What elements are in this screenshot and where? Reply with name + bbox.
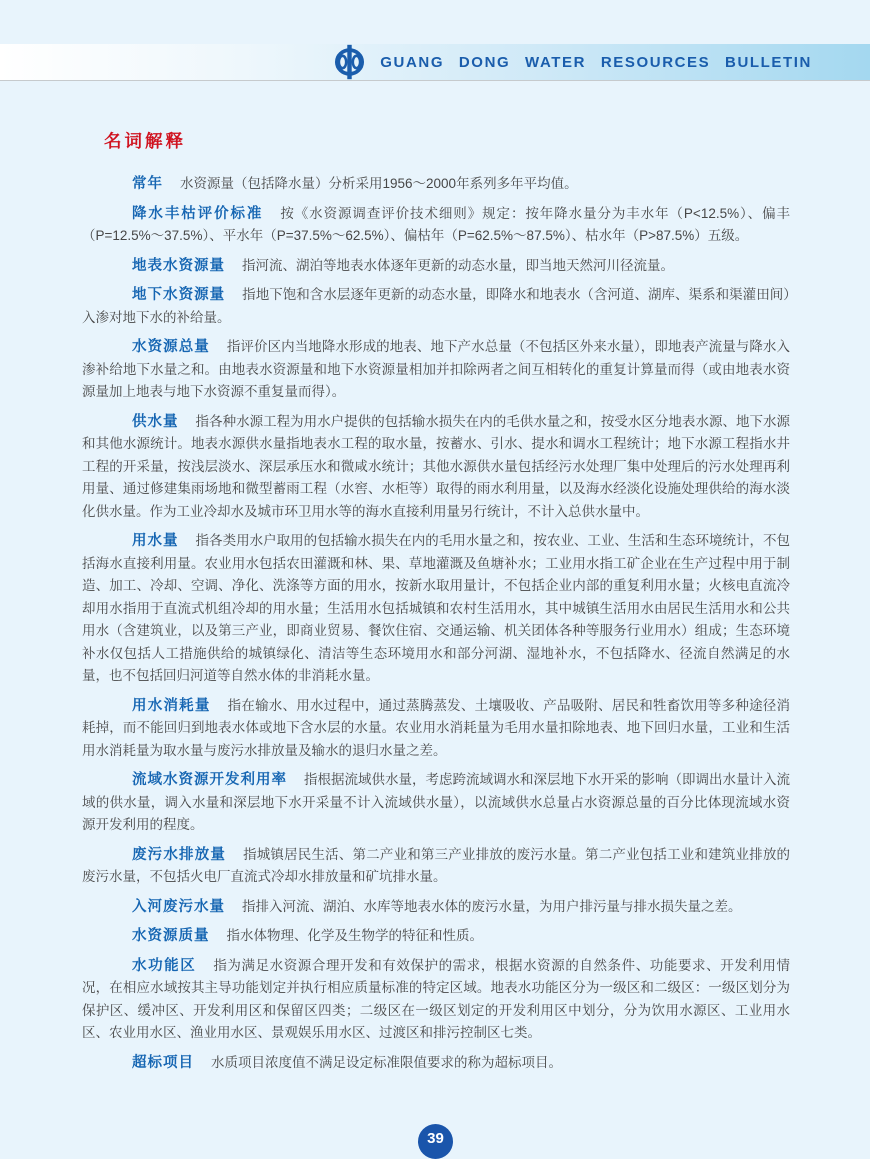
glossary-entry — [82, 925, 790, 948]
glossary-term: 地下水资源量 — [132, 287, 226, 303]
glossary-definition: 指水体物理、化学及生物学的特征和性质。 — [226, 928, 483, 943]
glossary-entry — [82, 896, 790, 919]
glossary-term: 用水量 — [132, 533, 179, 549]
glossary-term: 供水量 — [132, 413, 179, 430]
glossary-definition: 指在输水、用水过程中，通过蒸腾蒸发、土壤吸收、产品吸附、居民和牲畜饮用等多种途径消耗掉，而不能回归到地表水体或地下含水层的水量。农业用水消耗量为毛用水量扣除地表、地下回归水量，工业和生活用水消耗量为取水量与废污水排放量及输水的退归水量之差。 — [82, 697, 791, 758]
bulletin-title: GUANG DONG WATER RESOURCES BULLETIN — [380, 53, 812, 71]
glossary-term: 降水丰枯评价标准 — [132, 205, 264, 222]
glossary-entry — [82, 336, 790, 404]
section-heading: 名词解释 — [104, 131, 186, 151]
glossary-entry — [82, 411, 790, 524]
glossary-entry — [82, 955, 790, 1045]
glossary-definition: 指排入河流、湖泊、水库等地表水体的废污水量，为用户排污量与排水损失量之差。 — [242, 898, 742, 914]
glossary-definition: 指各类用水户取用的包括输水损失在内的毛用水量之和，按农业、工业、生活和生态环境统计，不包括海水直接利用量。农业用水包括农田灌溉和林、果、草地灌溉及鱼塘补水；工业用水指工矿企业在生产过程中用于制造、加工、冷却、空调、净化、洗涤等方面的用水，按新水取用量计，不包括企业内部的重复利用水量；火核电直流冷却用水指用于直流式机组冷却的用水量；生活用水包括城镇和农村生活用水，其中城镇生活用水由居民生活用水和公共用水（含建筑业，以及第三产业，即商业贸易、餐饮住宿、交通运输、机关团体各种等服务行业用水）组成；生态环境补水仅包括人工措施供给的城镇绿化、清洁等生态环境用水和部分河湖、湿地补水，不包括降水、径流自然满足的水量，也不包括回归河道等自然水体的非消耗水量。 — [82, 533, 791, 683]
glossary-term: 常年 — [132, 176, 163, 192]
glossary-entry — [82, 173, 790, 196]
glossary-definition: 指地下饱和含水层逐年更新的动态水量，即降水和地表水（含河道、湖库、渠系和渠灌田间）入渗对地下水的补给量。 — [82, 287, 791, 325]
glossary-entry — [82, 255, 790, 278]
glossary-definition: 水质项目浓度值不满足设定标准限值要求的称为超标项目。 — [211, 1054, 562, 1070]
glossary-definition: 指根据流域供水量，考虑跨流域调水和深层地下水开采的影响（即调出水量计入流域的供水量，调入水量和深层地下水开采量不计入流域供水量），以流域供水总量占水资源总量的百分比体现流域水资源开发利用的程度。 — [82, 772, 790, 832]
glossary-entry — [82, 284, 790, 329]
glossary-definition: 水资源量（包括降水量）分析采用1956～2000年系列多年平均值。 — [180, 176, 578, 191]
page-number: 39 — [427, 1130, 444, 1147]
glossary-term: 入河废污水量 — [132, 898, 225, 915]
header-band — [0, 44, 870, 81]
glossary-entry — [82, 844, 790, 889]
glossary-term: 水资源总量 — [132, 339, 210, 355]
glossary-term: 流域水资源开发利用率 — [132, 772, 287, 788]
page-number-badge — [418, 1124, 453, 1159]
glossary-definition: 指河流、湖泊等地表水体逐年更新的动态水量，即当地天然河川径流量。 — [242, 257, 674, 273]
glossary-entry — [82, 1052, 790, 1075]
glossary-definition: 指为满足水资源合理开发和有效保护的需求，根据水资源的自然条件、功能要求、开发利用情况，在相应水域按其主导功能划定并执行相应质量标准的特定区域。地表水功能区分为一级区和二级区：一级区划分为保护区、缓冲区、开发利用区和保留区四类；二级区在一级区划定的开发利用区中划分，分为饮用水源区、工业用水区、农业用水区、渔业用水区、景观娱乐用水区、过渡区和排污控制区七类。 — [82, 957, 791, 1040]
glossary-definition: 指城镇居民生活、第二产业和第三产业排放的废污水量。第二产业包括工业和建筑业排放的废污水量，不包括火电厂直流式冷却水排放量和矿坑排水量。 — [82, 846, 791, 884]
water-resources-emblem-icon — [333, 44, 366, 80]
glossary-term: 超标项目 — [132, 1054, 194, 1071]
glossary-entry — [82, 695, 790, 763]
glossary-term: 水功能区 — [132, 957, 197, 974]
glossary-term: 用水消耗量 — [132, 697, 211, 714]
glossary-term: 废污水排放量 — [132, 846, 227, 863]
glossary-entry — [82, 530, 790, 688]
glossary-section — [82, 128, 790, 1081]
glossary-term: 地表水资源量 — [132, 257, 225, 274]
glossary-definition: 按《水资源调查评价技术细则》规定：按年降水量分为丰水年（P<12.5%）、偏丰（P=12.5%～37.5%）、平水年（P=37.5%～62.5%）、偏枯年（P=62.5%～87.5%）、枯水年（P>87.5%）五级。 — [82, 205, 791, 243]
glossary-definition: 指评价区内当地降水形成的地表、地下产水总量（不包括区外来水量），即地表产流量与降水入渗补给地下水量之和。由地表水资源量和地下水资源量相加并扣除两者之间互相转化的重复计算量而得（或由地表水资源量加上地表与地下水资源不重复量而得）。 — [82, 339, 791, 399]
glossary-entry — [82, 203, 790, 248]
glossary-term: 水资源质量 — [132, 928, 210, 944]
glossary-definition: 指各种水源工程为用水户提供的包括输水损失在内的毛供水量之和，按受水区分地表水源、地下水源和其他水源统计。地表水源供水量指地表水工程的取水量，按蓄水、引水、提水和调水工程统计；地下水源工程指水井工程的开采量，按浅层淡水、深层承压水和微咸水统计；其他水源供水量包括经污水处理厂集中处理后的污水处理再利用量、通过修建集雨场地和微型蓄雨工程（水窖、水柜等）取得的雨水利用量，以及海水经淡化设施处理供给的海水淡化供水量。作为工业冷却水及城市环卫用水等的海水直接利用量另行统计，不计入总供水量中。 — [82, 413, 791, 519]
glossary-entry — [82, 769, 790, 837]
